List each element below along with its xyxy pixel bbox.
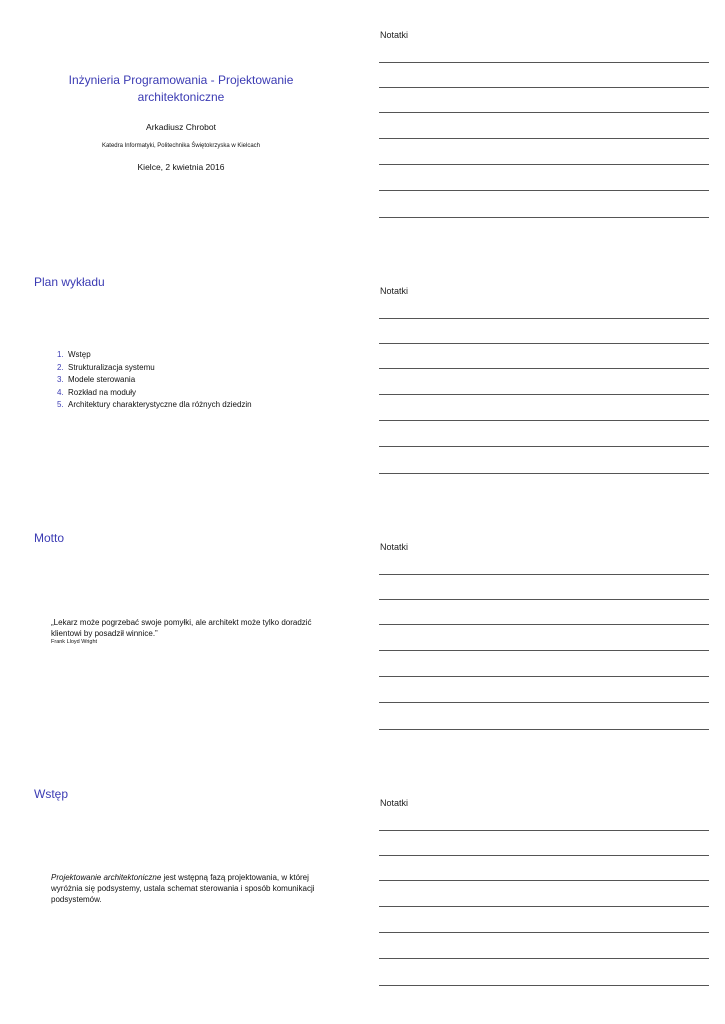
notes-line <box>379 138 709 139</box>
slide-title-motto: Motto <box>34 531 65 545</box>
notes-line <box>379 958 709 959</box>
list-item: 2. Strukturalizacja systemu <box>57 362 155 372</box>
notes-line <box>379 343 709 344</box>
motto-quote: „Lekarz może pogrzebać swoje pomyłki, ale architekt może tylko doradzić klientowi by posadził winnice.” <box>51 618 312 638</box>
author: Arkadiusz Chrobot <box>146 122 216 132</box>
notes-line <box>379 217 709 218</box>
title-line-1: Inżynieria Programowania - Projektowanie <box>68 73 294 87</box>
notes-line <box>379 190 709 191</box>
notes-label: Notatki <box>380 542 409 552</box>
notes-panel-1 <box>362 0 725 256</box>
slide-title-plan: Plan wykładu <box>34 275 105 289</box>
notes-line <box>379 650 709 651</box>
notes-line <box>379 676 709 677</box>
slide-title-page <box>0 0 362 256</box>
notes-line <box>379 394 709 395</box>
notes-panel-4 <box>362 768 725 1024</box>
notes-line <box>379 446 709 447</box>
notes-line <box>379 318 709 319</box>
institution: Katedra Informatyki, Politechnika Świętokrzyska w Kielcach <box>101 143 261 149</box>
list-item: 1. Wstęp <box>57 350 91 359</box>
notes-line <box>379 906 709 907</box>
notes-line <box>379 830 709 831</box>
notes-panel-2 <box>362 256 725 512</box>
notes-line <box>379 729 709 730</box>
notes-line <box>379 985 709 986</box>
notes-line <box>379 87 709 88</box>
notes-label: Notatki <box>380 286 409 296</box>
notes-label: Notatki <box>380 30 409 40</box>
date: Kielce, 2 kwietnia 2016 <box>137 162 225 172</box>
notes-line <box>379 62 709 63</box>
quote-author: Frank Lloyd Wright <box>51 639 98 645</box>
notes-line <box>379 702 709 703</box>
notes-line <box>379 368 709 369</box>
notes-line <box>379 624 709 625</box>
list-item: 5. Architektury charakterystyczne dla różnych dziedzin <box>57 400 252 409</box>
notes-line <box>379 420 709 421</box>
document-title <box>0 72 362 106</box>
slide-title-intro: Wstęp <box>34 787 69 801</box>
notes-label: Notatki <box>380 798 409 808</box>
notes-line <box>379 932 709 933</box>
notes-line <box>379 574 709 575</box>
notes-line <box>379 164 709 165</box>
notes-line <box>379 855 709 856</box>
plan-list <box>57 349 252 412</box>
notes-panel-3 <box>362 512 725 768</box>
intro-paragraph: Projektowanie architektoniczne jest wstępną fazą projektowania, w której wyróżnia się podsystemy, ustala schemat sterowania i sposób komunikacji podsystemów. <box>51 873 315 904</box>
notes-line <box>379 112 709 113</box>
notes-line <box>379 599 709 600</box>
list-item: 4. Rozkład na moduły <box>57 387 137 397</box>
title-line-2: architektoniczne <box>137 90 225 104</box>
list-item: 3. Modele sterowania <box>57 375 136 384</box>
notes-line <box>379 880 709 881</box>
notes-line <box>379 473 709 474</box>
